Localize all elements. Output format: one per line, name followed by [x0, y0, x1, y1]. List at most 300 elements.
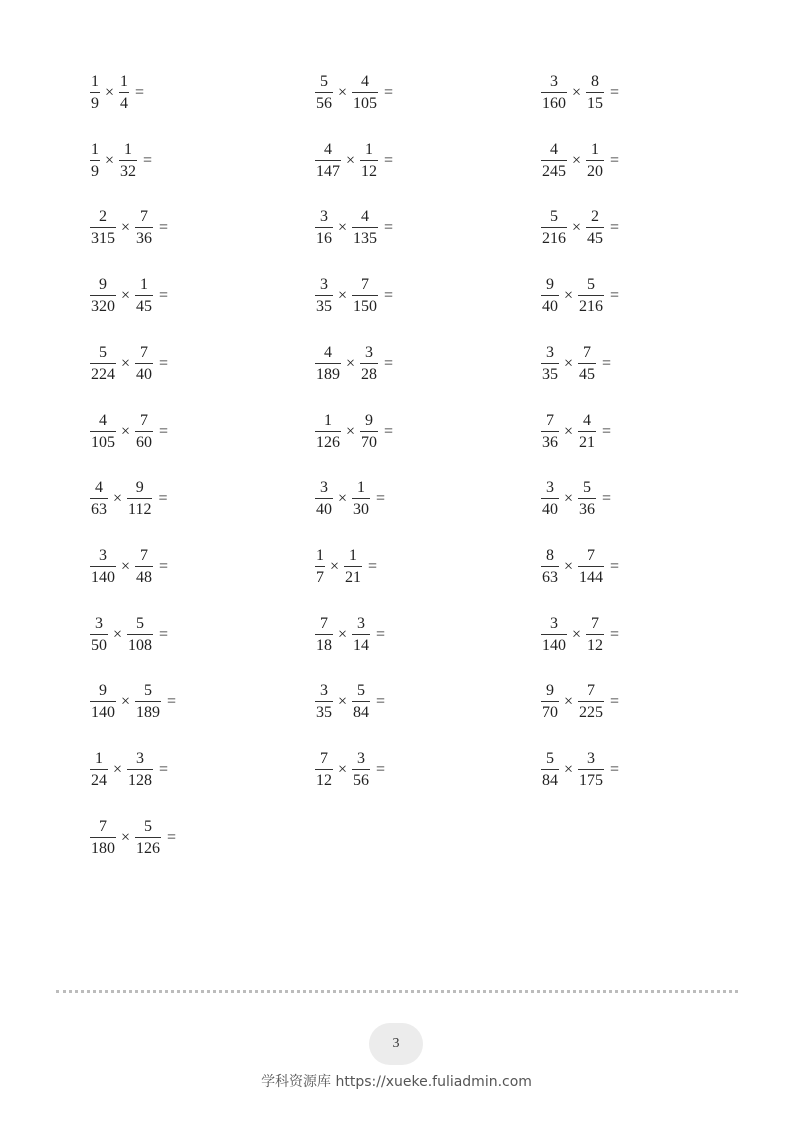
numerator: 9	[546, 276, 554, 294]
denominator: 45	[587, 230, 604, 248]
denominator: 28	[361, 365, 378, 383]
denominator: 9	[91, 162, 99, 180]
fraction-right	[344, 548, 362, 586]
fraction-right	[352, 616, 370, 654]
equals-sign: =	[159, 422, 169, 440]
numerator: 7	[99, 817, 107, 835]
fraction-right	[352, 209, 378, 247]
equals-sign: =	[376, 761, 386, 778]
problem-item	[541, 407, 611, 457]
denominator: 63	[91, 501, 107, 519]
denominator: 45	[579, 365, 596, 383]
multiply-sign: ×	[338, 84, 348, 101]
numerator: 8	[546, 546, 554, 564]
numerator: 3	[365, 343, 374, 361]
equals-sign: =	[610, 693, 620, 711]
denominator: 56	[353, 772, 370, 789]
fraction-left	[541, 345, 559, 383]
multiply-sign: ×	[338, 693, 348, 711]
denominator: 140	[91, 704, 115, 722]
numerator: 4	[324, 140, 332, 158]
numerator: 8	[591, 73, 600, 90]
denominator: 35	[316, 298, 332, 316]
problem-item	[90, 136, 152, 186]
denominator: 14	[353, 636, 370, 654]
denominator: 150	[353, 298, 378, 316]
multiply-sign: ×	[572, 219, 582, 237]
numerator: 4	[550, 140, 558, 158]
fraction-left	[90, 345, 116, 383]
denominator: 21	[579, 433, 596, 451]
denominator: 32	[120, 162, 137, 180]
fraction-left	[315, 345, 341, 383]
denominator: 40	[136, 365, 153, 383]
footer-source: 学科资源库 https://xueke.fuliadmin.com	[261, 1074, 532, 1090]
denominator: 175	[579, 772, 604, 789]
multiply-sign: ×	[338, 219, 348, 237]
numerator: 5	[357, 682, 366, 700]
denominator: 216	[542, 230, 566, 248]
denominator: 126	[136, 839, 161, 857]
fraction-right	[586, 74, 604, 112]
fraction-left	[90, 616, 108, 654]
denominator: 224	[91, 365, 115, 383]
fraction-right	[352, 751, 370, 789]
fraction-right	[135, 345, 153, 383]
denominator: 63	[542, 568, 558, 586]
equals-sign: =	[602, 422, 612, 440]
denominator: 140	[91, 568, 115, 586]
problem-item	[541, 474, 611, 524]
denominator: 45	[136, 298, 153, 316]
fraction-right	[578, 345, 596, 383]
numerator: 9	[135, 479, 144, 497]
fraction-right	[135, 277, 153, 315]
fraction-right	[119, 142, 137, 180]
problem-item	[315, 407, 393, 457]
numerator: 1	[365, 140, 374, 158]
fraction-left	[315, 616, 333, 654]
fraction-right	[352, 277, 378, 315]
problem-item	[90, 271, 168, 321]
multiply-sign: ×	[105, 151, 115, 169]
numerator: 1	[316, 546, 324, 564]
numerator: 5	[583, 479, 592, 497]
numerator: 1	[140, 276, 149, 294]
denominator: 180	[91, 839, 115, 857]
numerator: 3	[546, 343, 554, 361]
problem-item	[90, 68, 144, 118]
equals-sign: =	[610, 625, 620, 643]
problem-item	[90, 203, 168, 253]
denominator: 48	[136, 568, 153, 586]
equals-sign: =	[610, 761, 620, 778]
numerator: 1	[349, 546, 358, 564]
numerator: 7	[140, 546, 149, 564]
fraction-left	[541, 142, 567, 180]
fraction-left	[541, 683, 559, 721]
numerator: 7	[140, 411, 149, 429]
denominator: 18	[316, 636, 332, 654]
fraction-right	[586, 209, 604, 247]
fraction-right	[135, 683, 161, 721]
denominator: 40	[542, 298, 558, 316]
fraction-left	[541, 277, 559, 315]
numerator: 1	[91, 140, 99, 158]
numerator: 3	[99, 546, 107, 564]
numerator: 7	[587, 682, 596, 700]
problem-item	[315, 610, 385, 660]
denominator: 147	[316, 162, 340, 180]
problem-item	[315, 203, 393, 253]
equals-sign: =	[143, 151, 153, 169]
problem-item	[541, 677, 619, 727]
problem-item	[315, 542, 377, 592]
multiply-sign: ×	[564, 422, 574, 440]
fraction-right	[135, 209, 153, 247]
fraction-right	[578, 277, 604, 315]
equals-sign: =	[610, 219, 620, 237]
denominator: 320	[91, 298, 115, 316]
fraction-right	[127, 480, 152, 518]
numerator: 5	[587, 276, 596, 294]
multiply-sign: ×	[564, 761, 574, 778]
fraction-left	[315, 480, 333, 518]
numerator: 3	[546, 479, 554, 497]
denominator: 36	[136, 230, 153, 248]
denominator: 160	[542, 95, 566, 112]
denominator: 36	[579, 501, 596, 519]
fraction-right	[578, 548, 604, 586]
fraction-right	[135, 819, 161, 857]
numerator: 7	[587, 546, 596, 564]
numerator: 3	[320, 276, 328, 294]
numerator: 5	[144, 682, 153, 700]
fraction-right	[119, 74, 129, 112]
equals-sign: =	[376, 490, 386, 508]
multiply-sign: ×	[572, 625, 582, 643]
fraction-left	[90, 480, 108, 518]
denominator: 84	[353, 704, 370, 722]
numerator: 5	[136, 614, 145, 632]
denominator: 36	[542, 433, 558, 451]
numerator: 2	[591, 208, 600, 226]
multiply-sign: ×	[113, 761, 123, 778]
problem-item	[90, 542, 168, 592]
denominator: 112	[128, 501, 152, 519]
page-number: 3	[392, 1036, 400, 1051]
numerator: 7	[140, 208, 149, 226]
fraction-left	[315, 142, 341, 180]
denominator: 135	[353, 230, 378, 248]
denominator: 12	[316, 772, 332, 789]
multiply-sign: ×	[346, 354, 356, 372]
fraction-right	[360, 142, 378, 180]
equals-sign: =	[167, 693, 177, 711]
fraction-left	[90, 413, 116, 451]
numerator: 7	[591, 614, 600, 632]
problem-item	[541, 745, 619, 795]
denominator: 9	[91, 95, 99, 112]
multiply-sign: ×	[121, 557, 131, 575]
fraction-right	[352, 480, 370, 518]
equals-sign: =	[376, 625, 386, 643]
fraction-left	[541, 480, 559, 518]
denominator: 70	[361, 433, 378, 451]
fraction-right	[127, 751, 153, 789]
multiply-sign: ×	[346, 422, 356, 440]
fraction-left	[90, 277, 116, 315]
numerator: 7	[320, 750, 328, 767]
numerator: 7	[546, 411, 554, 429]
numerator: 7	[320, 614, 328, 632]
equals-sign: =	[167, 828, 177, 846]
multiply-sign: ×	[564, 693, 574, 711]
problem-item	[315, 136, 393, 186]
denominator: 30	[353, 501, 370, 519]
equals-sign: =	[135, 84, 145, 101]
problem-item	[90, 745, 168, 795]
denominator: 24	[91, 772, 107, 789]
denominator: 245	[542, 162, 566, 180]
numerator: 3	[587, 750, 596, 767]
numerator: 7	[140, 343, 149, 361]
multiply-sign: ×	[330, 557, 340, 575]
problem-item	[315, 68, 393, 118]
denominator: 15	[587, 95, 604, 112]
denominator: 315	[91, 230, 115, 248]
numerator: 1	[120, 73, 129, 90]
fraction-right	[135, 548, 153, 586]
multiply-sign: ×	[121, 693, 131, 711]
fraction-right	[360, 413, 378, 451]
numerator: 1	[95, 750, 103, 767]
multiply-sign: ×	[338, 761, 348, 778]
numerator: 7	[361, 276, 370, 294]
problem-item	[541, 610, 619, 660]
multiply-sign: ×	[113, 490, 123, 508]
fraction-left	[90, 683, 116, 721]
problem-item	[541, 68, 619, 118]
denominator: 108	[128, 636, 153, 654]
denominator: 84	[542, 772, 558, 789]
denominator: 4	[120, 95, 129, 112]
equals-sign: =	[376, 693, 386, 711]
fraction-left	[90, 751, 108, 789]
fraction-right	[578, 413, 596, 451]
numerator: 4	[361, 208, 370, 226]
denominator: 60	[136, 433, 153, 451]
equals-sign: =	[384, 422, 394, 440]
multiply-sign: ×	[121, 219, 131, 237]
numerator: 9	[99, 276, 107, 294]
fraction-left	[315, 209, 333, 247]
fraction-right	[360, 345, 378, 383]
fraction-right	[586, 142, 604, 180]
problem-item	[541, 339, 611, 389]
fraction-right	[586, 616, 604, 654]
denominator: 12	[587, 636, 604, 654]
numerator: 3	[550, 73, 558, 90]
equals-sign: =	[158, 490, 168, 508]
denominator: 7	[316, 568, 324, 586]
problem-item	[541, 271, 619, 321]
fraction-right	[578, 683, 604, 721]
numerator: 4	[361, 73, 370, 90]
fraction-left	[315, 683, 333, 721]
fraction-left	[90, 819, 116, 857]
numerator: 1	[324, 411, 332, 429]
equals-sign: =	[610, 151, 620, 169]
equals-sign: =	[159, 625, 169, 643]
equals-sign: =	[384, 287, 394, 305]
multiply-sign: ×	[564, 557, 574, 575]
fraction-right	[352, 74, 378, 112]
multiply-sign: ×	[572, 84, 582, 101]
denominator: 40	[542, 501, 558, 519]
denominator: 35	[316, 704, 332, 722]
problem-item	[541, 542, 619, 592]
fraction-left	[541, 616, 567, 654]
equals-sign: =	[159, 354, 169, 372]
denominator: 20	[587, 162, 604, 180]
numerator: 9	[99, 682, 107, 700]
page-number-badge	[369, 1023, 423, 1065]
problem-item	[315, 677, 385, 727]
denominator: 16	[316, 230, 332, 248]
equals-sign: =	[384, 219, 394, 237]
numerator: 2	[99, 208, 107, 226]
multiply-sign: ×	[338, 490, 348, 508]
numerator: 5	[144, 817, 153, 835]
multiply-sign: ×	[346, 151, 356, 169]
fraction-left	[541, 413, 559, 451]
equals-sign: =	[602, 354, 612, 372]
fraction-right	[135, 413, 153, 451]
problem-item	[315, 745, 385, 795]
fraction-right	[578, 480, 596, 518]
problem-item	[315, 474, 385, 524]
fraction-left	[541, 751, 559, 789]
denominator: 105	[91, 433, 115, 451]
equals-sign: =	[384, 84, 394, 101]
fraction-left	[90, 74, 100, 112]
numerator: 3	[95, 614, 103, 632]
multiply-sign: ×	[121, 422, 131, 440]
numerator: 1	[91, 73, 99, 90]
numerator: 4	[99, 411, 107, 429]
multiply-sign: ×	[564, 354, 574, 372]
denominator: 128	[128, 772, 153, 789]
denominator: 140	[542, 636, 566, 654]
problem-item	[315, 271, 393, 321]
denominator: 216	[579, 298, 604, 316]
fraction-right	[578, 751, 604, 789]
multiply-sign: ×	[564, 287, 574, 305]
problem-item	[315, 339, 393, 389]
fraction-left	[315, 277, 333, 315]
numerator: 1	[357, 479, 366, 497]
problem-item	[90, 677, 176, 727]
fraction-left	[315, 548, 325, 586]
denominator: 56	[316, 95, 332, 112]
multiply-sign: ×	[338, 287, 348, 305]
fraction-right	[352, 683, 370, 721]
denominator: 12	[361, 162, 378, 180]
fraction-left	[90, 209, 116, 247]
equals-sign: =	[159, 761, 169, 778]
equals-sign: =	[159, 557, 169, 575]
denominator: 189	[316, 365, 340, 383]
fraction-left	[541, 209, 567, 247]
numerator: 3	[320, 208, 328, 226]
fraction-left	[315, 751, 333, 789]
multiply-sign: ×	[113, 625, 123, 643]
fraction-left	[90, 142, 100, 180]
numerator: 3	[357, 750, 366, 767]
multiply-sign: ×	[105, 84, 115, 101]
numerator: 7	[583, 343, 592, 361]
denominator: 40	[316, 501, 332, 519]
denominator: 35	[542, 365, 558, 383]
numerator: 3	[136, 750, 145, 767]
equals-sign: =	[368, 557, 378, 575]
multiply-sign: ×	[121, 828, 131, 846]
numerator: 5	[546, 750, 554, 767]
equals-sign: =	[384, 151, 394, 169]
equals-sign: =	[602, 490, 612, 508]
fraction-right	[127, 616, 153, 654]
fraction-left	[541, 74, 567, 112]
denominator: 189	[136, 704, 161, 722]
equals-sign: =	[610, 557, 620, 575]
numerator: 5	[550, 208, 558, 226]
multiply-sign: ×	[338, 625, 348, 643]
numerator: 4	[583, 411, 592, 429]
numerator: 3	[320, 682, 328, 700]
numerator: 4	[95, 479, 103, 497]
numerator: 1	[124, 140, 133, 158]
multiply-sign: ×	[572, 151, 582, 169]
fraction-left	[541, 548, 559, 586]
denominator: 144	[579, 568, 604, 586]
numerator: 5	[320, 73, 328, 90]
problem-item	[90, 610, 168, 660]
dotted-divider	[56, 990, 738, 993]
equals-sign: =	[610, 84, 620, 101]
denominator: 50	[91, 636, 107, 654]
problem-item	[541, 203, 619, 253]
equals-sign: =	[159, 287, 169, 305]
problem-item	[90, 474, 167, 524]
numerator: 3	[320, 479, 328, 497]
denominator: 225	[579, 704, 604, 722]
numerator: 5	[99, 343, 107, 361]
problem-item	[90, 339, 168, 389]
problem-item	[90, 813, 176, 863]
numerator: 1	[591, 140, 600, 158]
equals-sign: =	[159, 219, 169, 237]
multiply-sign: ×	[121, 354, 131, 372]
problem-item	[541, 136, 619, 186]
multiply-sign: ×	[564, 490, 574, 508]
equals-sign: =	[610, 287, 620, 305]
numerator: 3	[550, 614, 558, 632]
fraction-left	[315, 413, 341, 451]
multiply-sign: ×	[121, 287, 131, 305]
problem-item	[90, 407, 168, 457]
fraction-left	[90, 548, 116, 586]
